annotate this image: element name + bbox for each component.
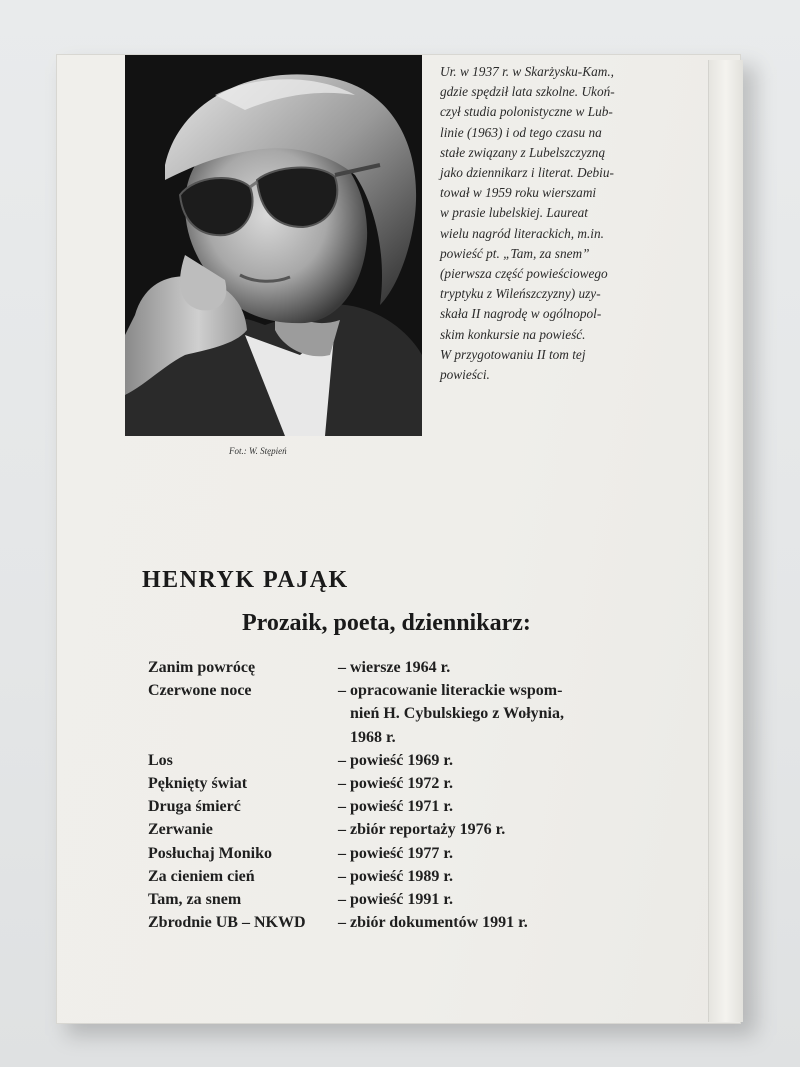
bio-line: gdzie spędził lata szkolne. Ukoń- <box>440 84 615 100</box>
bio-line: tował w 1959 roku wierszami <box>440 185 597 201</box>
work-item <box>148 818 688 841</box>
work-desc: – powieść 1989 r. <box>338 867 453 885</box>
bio-line: tryptyku z Wileńszczyzny) uzy- <box>440 286 601 302</box>
bio-line: powieści. <box>440 367 490 383</box>
work-desc: 1968 r. <box>350 728 396 746</box>
work-item <box>148 888 688 911</box>
work-desc: – powieść 1977 r. <box>338 844 453 862</box>
work-title: Zerwanie <box>148 821 213 839</box>
bio-line: powieść pt. „Tam, za snem” <box>440 245 590 261</box>
work-desc: nień H. Cybulskiego z Wołynia, <box>350 705 564 723</box>
work-desc: – powieść 1971 r. <box>338 798 453 816</box>
work-title: Druga śmierć <box>148 798 241 816</box>
work-title: Za cieniem cień <box>148 867 255 885</box>
work-desc: – powieść 1969 r. <box>338 751 453 769</box>
work-desc: – powieść 1972 r. <box>338 775 453 793</box>
work-item <box>148 679 688 749</box>
work-title: Los <box>148 751 173 769</box>
bio-line: (pierwsza część powieściowego <box>440 266 608 282</box>
work-title: Zbrodnie UB – NKWD <box>148 914 306 932</box>
work-title: Czerwone noce <box>148 682 252 700</box>
work-item <box>148 795 688 818</box>
work-desc: – wiersze 1964 r. <box>338 659 451 676</box>
work-title: Tam, za snem <box>148 891 242 909</box>
work-item <box>148 842 688 865</box>
photo-credit: Fot.: W. Stępień <box>229 446 287 456</box>
bio-line: wielu nagród literackich, m.in. <box>440 225 604 241</box>
bio-line: skała II nagrodę w ogólnopol- <box>440 306 602 322</box>
author-portrait-image <box>125 55 422 436</box>
work-item <box>148 656 688 679</box>
bio-line: jako dziennikarz i literat. Debiu- <box>440 165 614 181</box>
work-item <box>148 749 688 772</box>
work-title: Zanim powrócę <box>148 659 256 676</box>
author-photo <box>125 55 422 436</box>
work-item <box>148 911 688 934</box>
work-desc: – powieść 1991 r. <box>338 891 453 909</box>
bio-line: w prasie lubelskiej. Laureat <box>440 205 588 221</box>
work-title: Posłuchaj Moniko <box>148 844 273 862</box>
works-list <box>148 656 688 934</box>
work-desc: – zbiór dokumentów 1991 r. <box>338 914 528 932</box>
author-subtitle: Prozaik, poeta, dziennikarz: <box>242 610 531 636</box>
bio-line: W przygotowaniu II tom tej <box>440 346 586 362</box>
bio-line: czył studia polonistyczne w Lub- <box>440 104 613 120</box>
author-name: HENRYK PAJĄK <box>142 567 349 593</box>
work-item <box>148 865 688 888</box>
bio-line: Ur. w 1937 r. w Skarżysku-Kam., <box>440 64 614 79</box>
work-desc: – zbiór reportaży 1976 r. <box>338 821 506 839</box>
work-title: Pęknięty świat <box>148 775 248 793</box>
cover-edge <box>708 60 743 1022</box>
work-item <box>148 772 688 795</box>
bio-line: stałe związany z Lubelszczyzną <box>440 144 606 160</box>
bio-line: linie (1963) i od tego czasu na <box>440 124 602 140</box>
bio-line: skim konkursie na powieść. <box>440 326 586 342</box>
author-bio <box>440 62 700 385</box>
work-desc: – opracowanie literackie wspom- <box>338 682 563 700</box>
